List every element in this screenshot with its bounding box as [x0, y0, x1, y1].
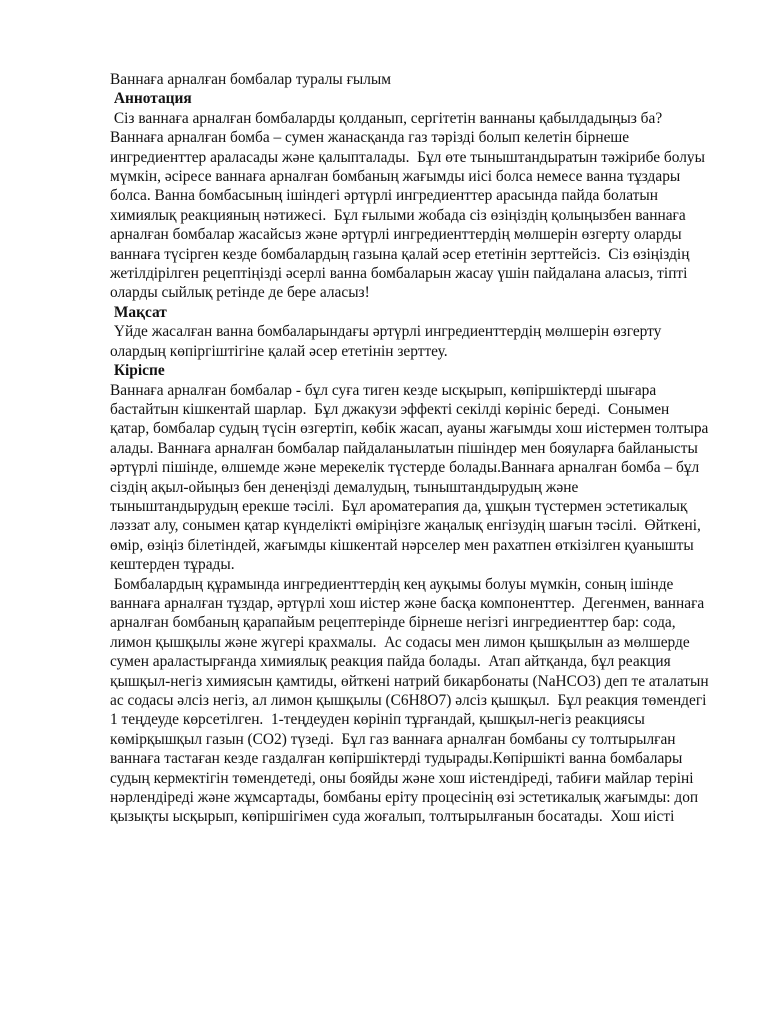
intro-heading: Кіріспе [110, 362, 165, 380]
annotation-heading: Аннотация [110, 90, 192, 108]
intro-paragraph-2: Бомбалардың құрамында ингредиенттердің кең ауқымы болуы мүмкін, соның ішінде ваннаға арналған тұздар, әртүрлі хош иістер және басқа компоненттер. Дегенмен, ваннаға арналған бомбаның қарапайым рецептерінде бірнеше негізгі ингредиенттер бар: сода, лимон қышқылы және жүгері крахмалы. Ас содасы мен лимон қышқылын аз мөлшерде сумен араластырғанда химиялық реакция пайда болады. Атап айтқанда, бұл реакция қышқыл-негіз химиясын қамтиды, өйткені натрий бикарбонаты (NaHCO3) деп те аталатын ас содасы әлсіз негіз, ал лимон қышқылы (C6H8O7) әлсіз қышқыл. Бұл реакция төмендегі 1 теңдеуде көрсетілген. 1-теңдеуден көрініп тұрғандай, қышқыл-негіз реакциясы көмірқышқыл газын (CO2) түзеді. Бұл газ ваннаға арналған бомбаны су толтырылған ваннаға тастаған кезде газдалған көпіршіктерді тудырады.Көпіршікті ванна бомбалары судың кермектігін төмендетеді, оны бояйды және хош иістендіреді, табиғи майлар теріні нәрлендіреді және жұмсартады, бомбаны еріту процесінің өзі эстетикалық жағымды: доп қызықты ысқырып, көпіршігімен суда жоғалып, толтырылғанын босатады. Хош иісті [110, 575, 713, 826]
goal-body: Үйде жасалған ванна бомбаларындағы әртүрлі ингредиенттердің мөлшерін өзгерту олардың көпіргіштігіне қалай әсер ететінін зерттеу. [110, 323, 666, 360]
intro-paragraph-1: Ваннаға арналған бомбалар - бұл суға тиген кезде ысқырып, көпіршіктерді шығара бастайтын кішкентай шарлар. Бұл джакузи эффекті секілді көрініс береді. Сонымен қатар, бомбалар судың түсін өзгертіп, көбік жасап, ауаны жағымды хош иістермен толтыра алады. Ваннаға арналған бомбалар пайдаланылатын пішіндер мен бояуларға байланысты әртүрлі пішінде, өлшемде және мерекелік түстерде болады.Ваннаға арналған бомба – бұл сіздің ақыл-ойыңыз бен денеңізді демалудың, тыныштандырудың және тыныштандырудың ерекше тәсілі. Бұл ароматерапия да, ұшқын түстермен эстетикалық ләззат алу, сонымен қатар күнделікті өміріңізге жаңалық енгізудің шағын тәсілі. Өйткені, өмір, өзіңіз білетіндей, жағымды кішкентай нәрселер мен рахатпен өткізілген қуанышты кештерден тұрады. [110, 381, 713, 574]
document-title: Ваннаға арналған бомбалар туралы ғылым [110, 71, 392, 88]
annotation-body: Сіз ваннаға арналған бомбаларды қолданып, сергітетін ваннаны қабылдадыңыз ба? Ваннаға арналған бомба – сумен жанасқанда газ тәрізді болып келетін бірнеше ингредиенттер араласады және қалыпталады. Бұл өте тыныштандыратын тәжірибе болуы мүмкін, әсіресе ваннаға арналған бомбаның жағымды иісі болса немесе ванна тұздары болса. Ванна бомбасының ішіндегі әртүрлі ингредиенттер арасында пайда болатын химиялық реакцияның нәтижесі. Бұл ғылыми жобада сіз өзіңіздің қолыңызбен ваннаға арналған бомбалар жасайсыз және әртүрлі ингредиенттердің мөлшерін өзгерту оларды ваннаға түсірген кезде бомбалардың газына қалай әсер ететінін зерттейсіз. Сіз өзіңіздің жетілдірілген рецептіңізді әсерлі ванна бомбаларын жасау үшін пайдалана аласыз, тіпті оларды сыйлық ретінде де бере аласыз! [110, 109, 709, 302]
goal-heading: Мақсат [110, 303, 167, 321]
document-page [110, 70, 713, 827]
